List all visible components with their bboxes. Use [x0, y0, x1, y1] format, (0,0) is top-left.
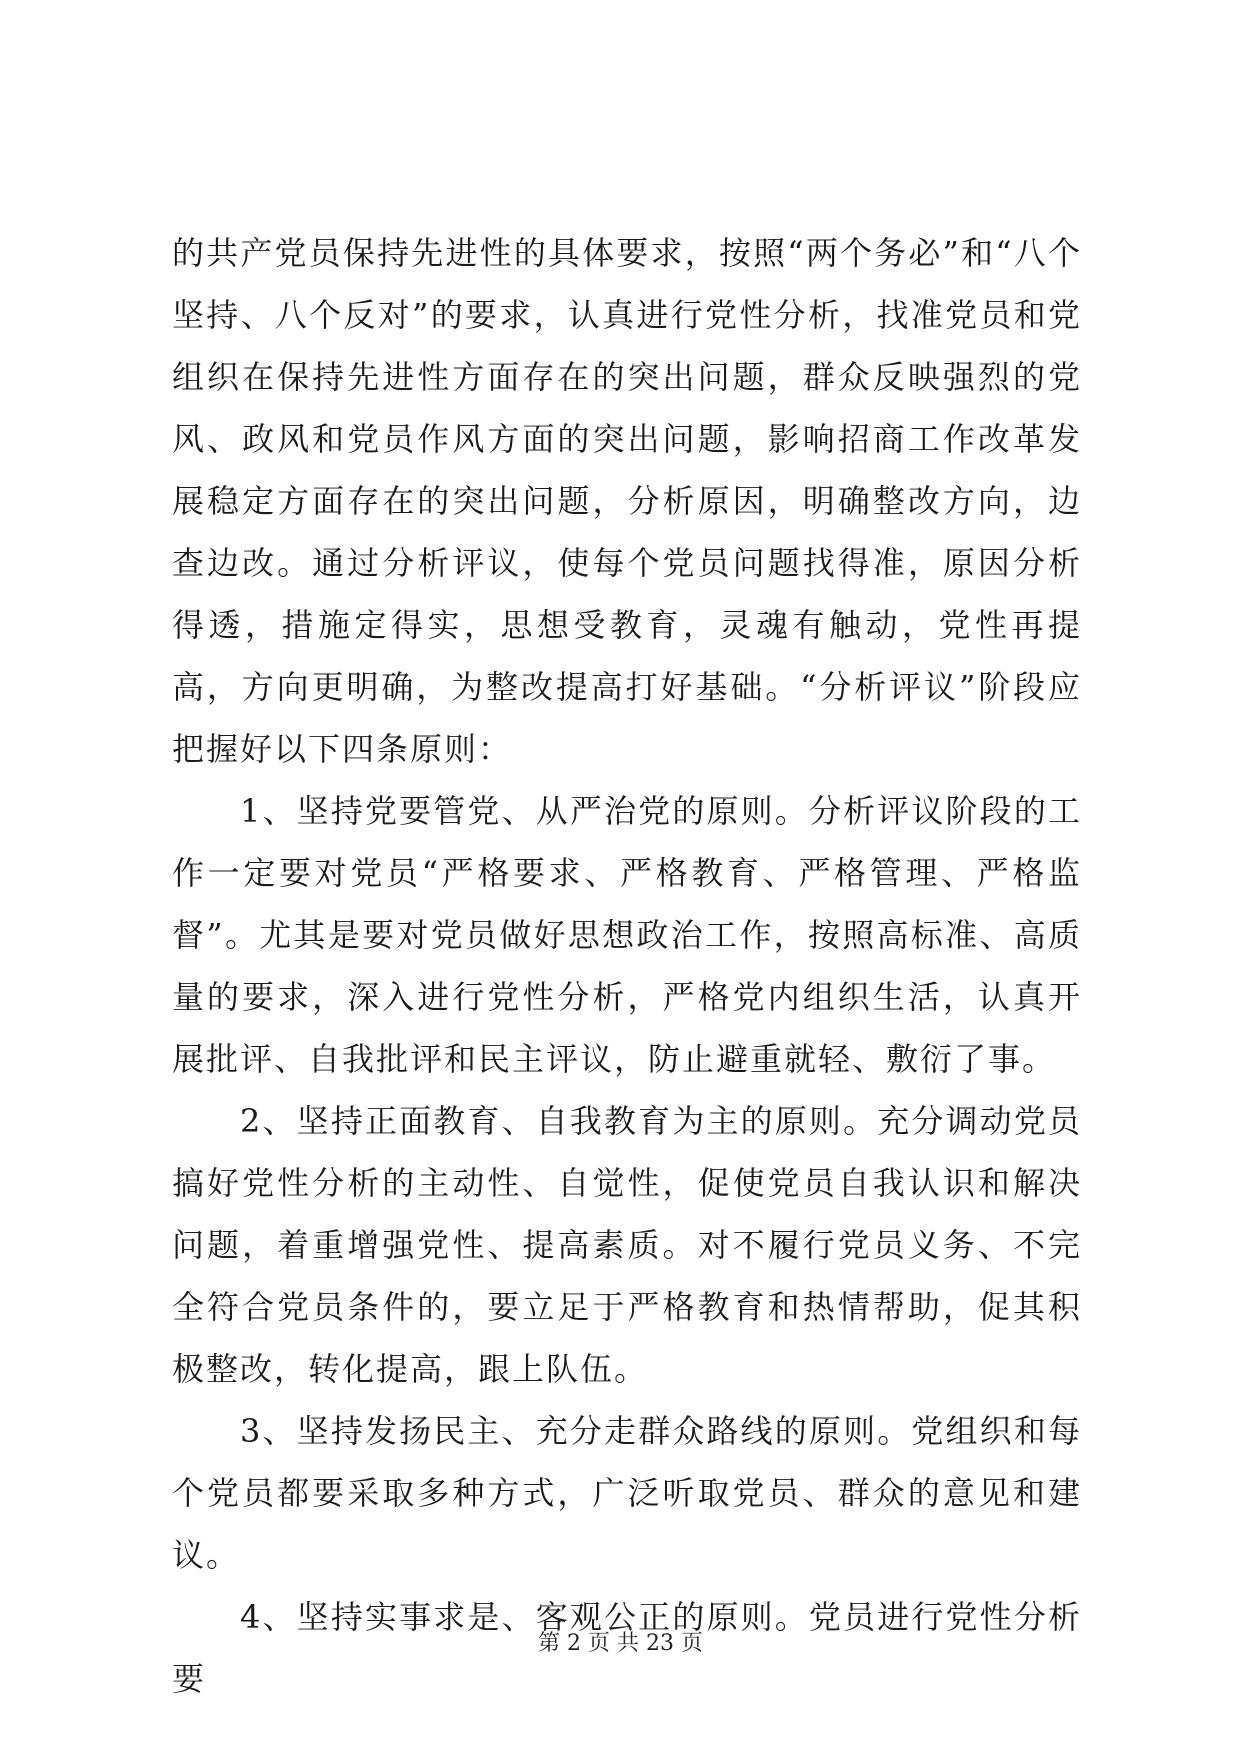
paragraph-1: 的共产党员保持先进性的具体要求，按照“两个务必”和“八个坚持、八个反对”的要求，认真进行党性分析，找准党员和党组织在保持先进性方面存在的突出问题，群众反映强烈的党风、政风和党员作风方面的突出问题，影响招商工作改革发展稳定方面存在的突出问题，分析原因，明确整改方向，边查边改。通过分析评议，使每个党员问题找得准，原因分析得透，措施定得实，思想受教育，灵魂有触动，党性再提高，方向更明确，为整改提高打好基础。“分析评议”阶段应把握好以下四条原则：: [172, 234, 1082, 768]
paragraph-3: 2、坚持正面教育、自我教育为主的原则。充分调动党员搞好党性分析的主动性、自觉性，促使党员自我认识和解决问题，着重增强党性、提高素质。对不履行党员义务、不完全符合党员条件的，要立足于严格教育和热情帮助，促其积极整改，转化提高，跟上队伍。: [172, 1102, 1082, 1388]
page-number-footer: 第 2 页 共 23 页: [538, 1631, 703, 1656]
document-body: [172, 222, 1082, 1710]
paragraph-2: 1、坚持党要管党、从严治党的原则。分析评议阶段的工作一定要对党员“严格要求、严格教育、严格管理、严格监督”。尤其是要对党员做好思想政治工作，按照高标准、高质量的要求，深入进行党性分析，严格党内组织生活，认真开展批评、自我批评和民主评议，防止避重就轻、敷衍了事。: [172, 792, 1082, 1078]
paragraph-5: 4、坚持实事求是、客观公正的原则。党员进行党性分析要: [172, 1598, 1082, 1698]
paragraph-4: 3、坚持发扬民主、充分走群众路线的原则。党组织和每个党员都要采取多种方式，广泛听取党员、群众的意见和建议。: [172, 1412, 1082, 1574]
